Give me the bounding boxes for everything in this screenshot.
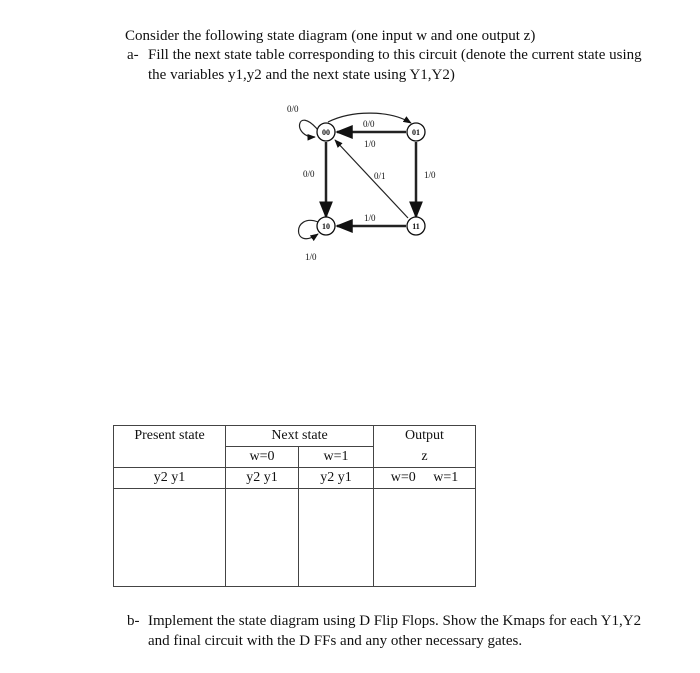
edge-11-00 bbox=[335, 140, 408, 218]
header-output-z: z bbox=[374, 447, 476, 468]
part-a-marker: a- bbox=[127, 47, 139, 63]
state-node-11 bbox=[407, 217, 425, 235]
header-next-w0: w=0 bbox=[226, 447, 299, 468]
state-10-label: 10 bbox=[322, 222, 330, 231]
col-next-w1-y2y1: y2 y1 bbox=[299, 468, 374, 489]
part-a-line1: Fill the next state table corresponding to this circuit (denote the current state using bbox=[148, 47, 642, 63]
header-output: Output bbox=[374, 426, 476, 447]
state-node-00 bbox=[317, 123, 335, 141]
cell-next-w0-empty[interactable] bbox=[226, 489, 299, 587]
label-01-00: 1/0 bbox=[364, 139, 376, 149]
part-a-line2: the variables y1,y2 and the next state using Y1,Y2) bbox=[148, 67, 455, 83]
label-00-10: 0/0 bbox=[303, 169, 315, 179]
output-w1: w=1 bbox=[433, 470, 459, 485]
label-01-11: 1/0 bbox=[424, 170, 436, 180]
state-node-10 bbox=[317, 217, 335, 235]
table-header-row-1 bbox=[114, 426, 476, 447]
output-w0: w=0 bbox=[390, 470, 416, 485]
header-next-state: Next state bbox=[226, 426, 374, 447]
part-b-line1: Implement the state diagram using D Flip Flops. Show the Kmaps for each Y1,Y2 bbox=[148, 613, 642, 629]
header-present-state: Present state bbox=[114, 426, 226, 447]
cell-present-empty[interactable] bbox=[114, 489, 226, 587]
part-b-line2: and final circuit with the D FFs and any other necessary gates. bbox=[148, 633, 523, 649]
self-loop-10 bbox=[299, 220, 319, 238]
label-11-00: 0/1 bbox=[374, 171, 386, 181]
present-state-blank bbox=[114, 447, 226, 468]
col-present-y2y1: y2 y1 bbox=[114, 468, 226, 489]
label-00-01: 0/0 bbox=[363, 119, 375, 129]
cell-output-empty[interactable] bbox=[374, 489, 476, 587]
state-01-label: 01 bbox=[412, 128, 420, 137]
header-next-w1: w=1 bbox=[299, 447, 374, 468]
col-next-w0-y2y1: y2 y1 bbox=[226, 468, 299, 489]
label-self-00: 0/0 bbox=[287, 104, 299, 114]
state-node-01 bbox=[407, 123, 425, 141]
self-loop-00 bbox=[300, 120, 318, 137]
label-11-10: 1/0 bbox=[364, 213, 376, 223]
question-intro: Consider the following state diagram (one input w and one output z) bbox=[125, 28, 536, 44]
state-00-label: 00 bbox=[322, 128, 330, 137]
label-self-10: 1/0 bbox=[305, 252, 317, 262]
next-state-table bbox=[113, 425, 476, 587]
part-b-marker: b- bbox=[127, 613, 140, 629]
table-header-row-2 bbox=[114, 447, 476, 468]
col-output-w bbox=[374, 468, 476, 489]
table-body-row bbox=[114, 489, 476, 587]
table-header-row-3 bbox=[114, 468, 476, 489]
state-11-label: 11 bbox=[412, 222, 420, 231]
cell-next-w1-empty[interactable] bbox=[299, 489, 374, 587]
